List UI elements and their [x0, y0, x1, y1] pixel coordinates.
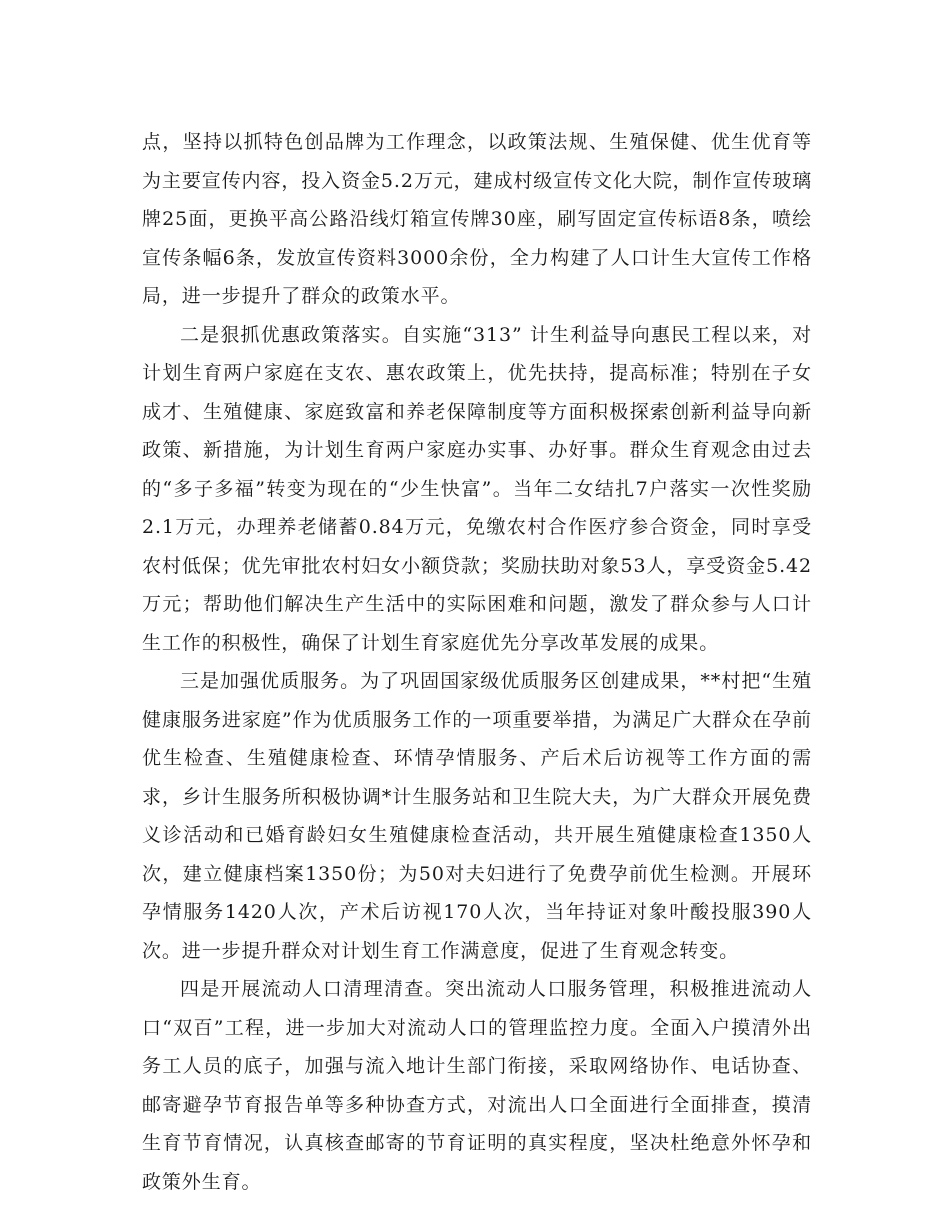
paragraph-floating-population: 四是开展流动人口清理清查。突出流动人口服务管理，积极推进流动人口“双百”工程，进一步加大对流动人口的管理监控力度。全面入户摸清外出务工人员的底子，加强与流入地计生部门衔接，采取网络协作、电话协查、邮寄避孕节育报告单等多种协查方式，对流出人口全面进行全面排查，摸清生育节育情况，认真核查邮寄的节育证明的真实程度，坚决杜绝意外怀孕和政策外生育。 — [142, 978, 812, 1193]
paragraph-preferential-policy: 二是狠抓优惠政策落实。自实施“313” 计生利益导向惠民工程以来，对计划生育两户家庭在支农、惠农政策上，优先扶持，提高标准；特别在子女成才、生殖健康、家庭致富和养老保障制度等方面积极探索创新利益导向新政策、新措施，为计划生育两户家庭办实事、办好事。群众生育观念由过去的“多子多福”转变为现在的“少生快富”。当年二女结扎7户落实一次性奖励2.1万元，办理养老储蓄0.84万元，免缴农村合作医疗参合资金，同时享受农村低保；优先审批农村妇女小额贷款；奖励扶助对象53人，享受资金5.42万元；帮助他们解决生产生活中的实际困难和问题，激发了群众参与人口计生工作的积极性，确保了计划生育家庭优先分享改革发展的成果。 — [142, 323, 812, 654]
paragraph-quality-service: 三是加强优质服务。为了巩固国家级优质服务区创建成果，**村把“生殖健康服务进家庭”作为优质服务工作的一项重要举措，为满足广大群众在孕前优生检查、生殖健康检查、环情孕情服务、产后术后访视等工作方面的需求，乡计生服务所积极协调*计生服务站和卫生院大夫，为广大群众开展免费义诊活动和已婚育龄妇女生殖健康检查活动，共开展生殖健康检查1350人次，建立健康档案1350份；为50对夫妇进行了免费孕前优生检测。开展环孕情服务1420人次，产术后访视170人次，当年持证对象叶酸投服390人次。进一步提升群众对计划生育工作满意度，促进了生育观念转变。 — [142, 670, 812, 962]
document-body — [142, 123, 812, 1201]
paragraph-continuation: 点，坚持以抓特色创品牌为工作理念，以政策法规、生殖保健、优生优育等为主要宣传内容，投入资金5.2万元，建成村级宣传文化大院，制作宣传玻璃牌25面，更换平高公路沿线灯箱宣传牌30座，刷写固定宣传标语8条，喷绘宣传条幅6条，发放宣传资料3000余份，全力构建了人口计生大宣传工作格局，进一步提升了群众的政策水平。 — [142, 131, 812, 307]
